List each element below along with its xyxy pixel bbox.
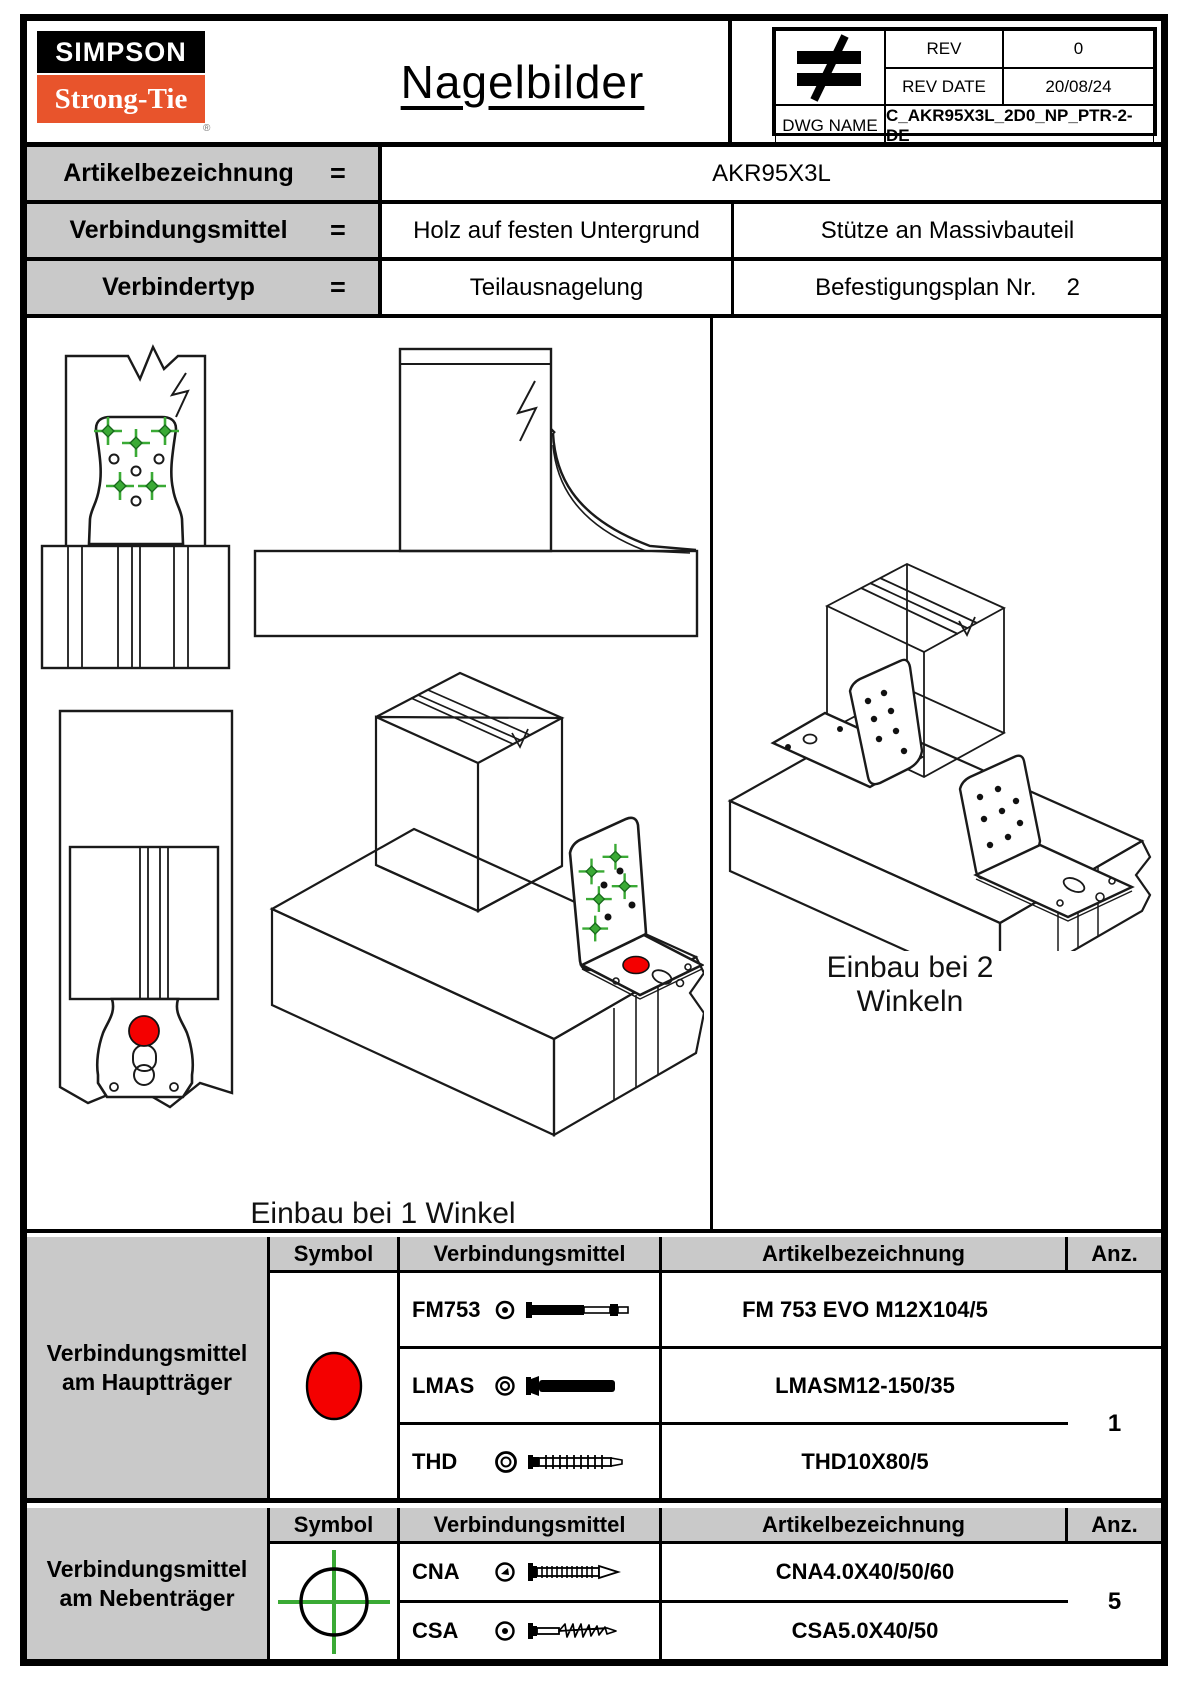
rev-label: REV	[885, 30, 1003, 68]
fastener-code: CSA	[412, 1618, 459, 1643]
lmas-anchor-bolt-icon	[524, 1372, 636, 1400]
table-row	[400, 1349, 1068, 1425]
table-row	[400, 1425, 1068, 1498]
not-equal-icon	[775, 30, 885, 105]
info-row-verbindungsmittel	[27, 204, 1161, 261]
artikelbezeichnung-label: Artikelbezeichnung	[63, 159, 294, 187]
info-row-artikelbezeichnung	[27, 147, 1161, 204]
article-name: FM 753 EVO M12X104/5	[742, 1296, 988, 1322]
page-title: Nagelbilder	[400, 55, 645, 108]
group-label-nebentraeger: Verbindungsmittel am Nebenträger	[27, 1508, 270, 1659]
dwg-name-value: C_AKR95X3L_2D0_NP_PTR-2-DE	[885, 105, 1154, 147]
artikelbezeichnung-value: AKR95X3L	[712, 159, 831, 187]
article-name: THD10X80/5	[801, 1448, 929, 1474]
verbindungsmittel-value-right: Stütze an Massivbauteil	[820, 216, 1075, 244]
info-row-verbindertyp	[27, 261, 1161, 318]
cna-ring-nail-icon	[524, 1558, 636, 1586]
table-row	[400, 1273, 1068, 1349]
table-row	[400, 1603, 1068, 1659]
rev-date-label: REV DATE	[885, 68, 1003, 105]
fastener-code: LMAS	[412, 1372, 475, 1398]
article-name: LMASM12-150/35	[775, 1372, 955, 1398]
csa-head-icon	[494, 1620, 516, 1642]
simpson-logo-black-box: SIMPSON	[37, 31, 205, 73]
side-view-drawing	[250, 341, 710, 641]
table-header-row	[270, 1508, 1161, 1544]
befestigungsplan-label: Befestigungsplan Nr.	[815, 273, 1037, 301]
equals-sign: =	[330, 215, 346, 245]
article-info-rows	[27, 147, 1161, 318]
qty-empty-cell	[1068, 1273, 1161, 1349]
rev-date-value: 20/08/24	[1003, 68, 1154, 105]
red-filled-circle-anchor-symbol	[270, 1273, 400, 1498]
fm753-head-icon	[494, 1299, 516, 1321]
table-header-row	[270, 1237, 1161, 1273]
drawing-area	[27, 318, 1161, 1233]
article-column-header: Artikelbezeichnung	[662, 1237, 1068, 1270]
not-equal-icon	[787, 34, 873, 102]
fastener-code: CNA	[412, 1559, 460, 1584]
group-label-haupttraeger: Verbindungsmittel am Hauptträger	[27, 1237, 270, 1498]
isometric-one-winkel-drawing	[264, 647, 704, 1187]
equals-sign: =	[330, 272, 346, 302]
dwg-name-label: DWG NAME	[775, 105, 885, 147]
fastener-code: FM753	[412, 1296, 481, 1322]
csa-screw-icon	[524, 1617, 636, 1645]
verbindungsmittel-label: Verbindungsmittel	[69, 216, 288, 244]
article-name: CSA5.0X40/50	[791, 1618, 939, 1643]
befestigungsplan-nr-value: 2	[1066, 273, 1080, 301]
isometric-two-winkel-drawing	[722, 561, 1162, 951]
symbol-column-header: Symbol	[270, 1237, 400, 1270]
rev-value: 0	[1003, 30, 1154, 68]
strongtie-logo-orange-box: Strong-Tie	[37, 75, 205, 123]
revision-table	[772, 27, 1157, 145]
qty-value: 1	[1107, 1409, 1122, 1437]
cna-head-icon	[494, 1561, 516, 1583]
article-column-header: Artikelbezeichnung	[662, 1508, 1068, 1541]
fastener-code: THD	[412, 1448, 458, 1474]
registered-trademark: ®	[203, 123, 211, 134]
green-crosshair-nail-symbol	[270, 1544, 400, 1659]
verbindertyp-label: Verbindertyp	[102, 273, 255, 301]
title-block-header	[27, 21, 1161, 147]
qty-value: 5	[1107, 1587, 1122, 1615]
anchor-marker-icon	[129, 1016, 159, 1046]
verbindungsmittel-value-left: Holz auf festen Untergrund	[382, 204, 734, 257]
qty-column-header: Anz.	[1091, 1511, 1138, 1537]
panel-divider	[710, 318, 713, 1229]
lmas-head-icon	[494, 1375, 516, 1397]
plan-view-drawing	[40, 701, 245, 1121]
caption-two-winkel: Einbau bei 2 Winkeln	[826, 951, 994, 1018]
fastener-column-header: Verbindungsmittel	[400, 1508, 662, 1541]
fastener-table-haupttraeger	[27, 1237, 1161, 1503]
fm753-bolt-icon	[524, 1296, 636, 1324]
thd-head-icon	[494, 1450, 518, 1474]
caption-one-winkel: Einbau bei 1 Winkel	[250, 1197, 516, 1230]
qty-column-header: Anz.	[1091, 1240, 1138, 1266]
befestigungsplan-cell	[734, 261, 1161, 314]
article-name: CNA4.0X40/50/60	[775, 1559, 955, 1584]
fastener-column-header: Verbindungsmittel	[400, 1237, 662, 1270]
fastener-table-nebentraeger	[27, 1508, 1161, 1659]
front-view-drawing	[38, 331, 233, 676]
anchor-marker-icon	[623, 957, 649, 974]
sheet-frame	[20, 14, 1168, 1666]
table-row	[400, 1544, 1068, 1603]
title-cell	[317, 21, 732, 142]
verbindertyp-value: Teilausnagelung	[382, 261, 734, 314]
symbol-column-header: Symbol	[270, 1508, 400, 1541]
equals-sign: =	[330, 158, 346, 188]
brand-logo	[27, 21, 317, 142]
thd-concrete-screw-icon	[526, 1448, 638, 1476]
